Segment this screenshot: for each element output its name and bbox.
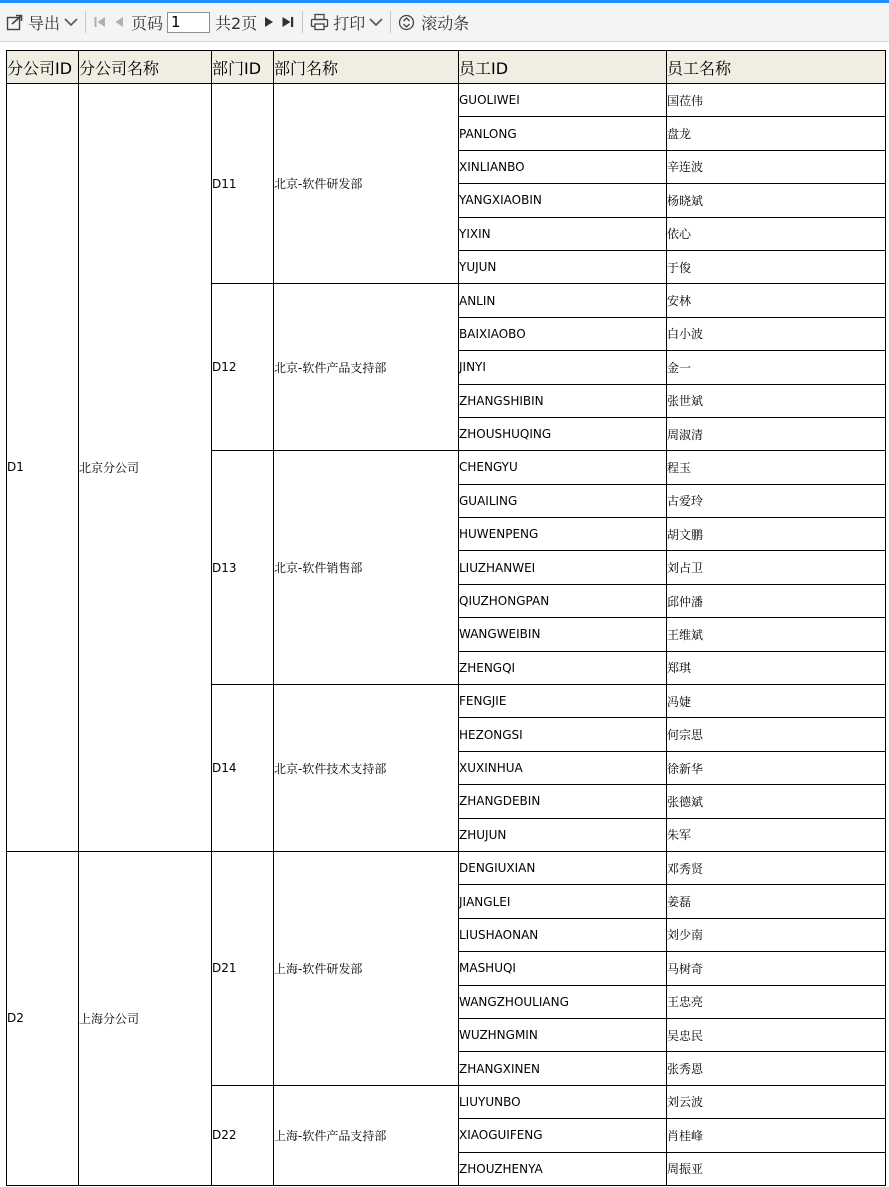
branch-name-cell: 上海分公司 [79,851,212,1185]
export-label: 导出 [28,13,61,33]
employee-name-cell: 冯婕 [667,685,886,718]
employee-name-cell: 刘云波 [667,1085,886,1118]
dept-name-cell: 上海-软件研发部 [274,851,459,1085]
employee-id-cell: ZHOUZHENYA [459,1152,667,1185]
employee-name-cell: 国莅伟 [667,84,886,117]
employee-id-cell: YIXIN [459,217,667,250]
employee-name-cell: 朱军 [667,818,886,851]
branch-id-cell: D2 [7,851,79,1185]
header-row [7,51,886,84]
employee-name-cell: 程玉 [667,451,886,484]
employee-name-cell: 辛连波 [667,150,886,183]
employee-id-cell: ANLIN [459,284,667,317]
employee-id-cell: LIUSHAONAN [459,918,667,951]
employee-id-cell: GUOLIWEI [459,84,667,117]
header-employee-name: 员工名称 [667,51,886,84]
export-menu[interactable] [6,3,78,41]
employee-name-cell: 刘占卫 [667,551,886,584]
employee-name-cell: 马树奇 [667,952,886,985]
header-branch-name: 分公司名称 [79,51,212,84]
employee-id-cell: YANGXIAOBIN [459,184,667,217]
employee-id-cell: HEZONGSI [459,718,667,751]
dept-name-cell: 上海-软件产品支持部 [274,1085,459,1185]
dept-id-cell: D14 [212,685,274,852]
employee-id-cell: LIUZHANWEI [459,551,667,584]
employee-id-cell: HUWENPENG [459,518,667,551]
employee-id-cell: JINYI [459,351,667,384]
employee-name-cell: 周淑清 [667,417,886,450]
branch-name-cell: 北京分公司 [79,84,212,852]
employee-name-cell: 依心 [667,217,886,250]
employee-name-cell: 白小波 [667,317,886,350]
dept-name-cell: 北京-软件技术支持部 [274,685,459,852]
employee-id-cell: ZHANGDEBIN [459,785,667,818]
print-menu[interactable] [310,3,383,41]
dept-name-cell: 北京-软件销售部 [274,451,459,685]
employee-name-cell: 王忠亮 [667,985,886,1018]
employee-name-cell: 姜磊 [667,885,886,918]
print-label: 打印 [333,13,366,33]
employee-id-cell: WANGWEIBIN [459,618,667,651]
employee-id-cell: LIUYUNBO [459,1085,667,1118]
dept-name-cell: 北京-软件研发部 [274,84,459,284]
scroll-label: 滚动条 [421,13,470,33]
report-body [7,84,886,1186]
employee-name-cell: 邱仲潘 [667,584,886,617]
employee-id-cell: ZHANGSHIBIN [459,384,667,417]
report-toolbar [0,3,889,42]
table-row [7,851,886,884]
table-row [7,84,886,117]
employee-name-cell: 吴忠民 [667,1018,886,1051]
employee-id-cell: WANGZHOULIANG [459,985,667,1018]
employee-id-cell: BAIXIAOBO [459,317,667,350]
employee-id-cell: CHENGYU [459,451,667,484]
header-branch-id: 分公司ID [7,51,79,84]
printer-icon [310,13,329,31]
employee-name-cell: 肖桂峰 [667,1119,886,1152]
employee-name-cell: 王维斌 [667,618,886,651]
last-page-icon[interactable] [281,15,295,29]
employee-id-cell: GUAILING [459,484,667,517]
employee-id-cell: XUXINHUA [459,751,667,784]
employee-id-cell: QIUZHONGPAN [459,584,667,617]
employee-name-cell: 胡文鹏 [667,518,886,551]
employee-id-cell: WUZHNGMIN [459,1018,667,1051]
chevron-down-icon [64,17,78,27]
chevron-down-icon [369,17,383,27]
employee-name-cell: 盘龙 [667,117,886,150]
employee-name-cell: 邓秀贤 [667,851,886,884]
scrollbar-toggle[interactable] [398,3,469,41]
first-page-icon[interactable] [93,15,107,29]
employee-name-cell: 于俊 [667,250,886,283]
toolbar-separator [390,11,391,33]
total-pages-label: 共2页 [215,13,258,33]
previous-page-icon[interactable] [113,15,125,29]
employee-name-cell: 张德斌 [667,785,886,818]
employee-name-cell: 徐新华 [667,751,886,784]
employee-report-table [6,50,886,1186]
employee-id-cell: MASHUQI [459,952,667,985]
employee-name-cell: 古爱玲 [667,484,886,517]
dept-id-cell: D13 [212,451,274,685]
dept-id-cell: D22 [212,1085,274,1185]
employee-id-cell: ZHOUSHUQING [459,417,667,450]
employee-name-cell: 张秀恩 [667,1052,886,1085]
employee-id-cell: FENGJIE [459,685,667,718]
employee-id-cell: ZHENGQI [459,651,667,684]
toolbar-separator [302,11,303,33]
employee-id-cell: DENGIUXIAN [459,851,667,884]
employee-id-cell: XIAOGUIFENG [459,1119,667,1152]
employee-name-cell: 杨晓斌 [667,184,886,217]
employee-id-cell: XINLIANBO [459,150,667,183]
employee-name-cell: 周振亚 [667,1152,886,1185]
employee-name-cell: 何宗思 [667,718,886,751]
dept-name-cell: 北京-软件产品支持部 [274,284,459,451]
export-icon [6,13,24,31]
toolbar-separator [85,11,86,33]
page-number-input[interactable] [167,12,210,33]
employee-id-cell: ZHUJUN [459,818,667,851]
employee-id-cell: YUJUN [459,250,667,283]
next-page-icon[interactable] [263,15,275,29]
dept-id-cell: D21 [212,851,274,1085]
page-label: 页码 [131,13,164,33]
employee-id-cell: PANLONG [459,117,667,150]
dept-id-cell: D11 [212,84,274,284]
employee-id-cell: JIANGLEI [459,885,667,918]
header-dept-name: 部门名称 [274,51,459,84]
dept-id-cell: D12 [212,284,274,451]
employee-name-cell: 金一 [667,351,886,384]
employee-name-cell: 张世斌 [667,384,886,417]
employee-name-cell: 安林 [667,284,886,317]
employee-id-cell: ZHANGXINEN [459,1052,667,1085]
branch-id-cell: D1 [7,84,79,852]
employee-name-cell: 刘少南 [667,918,886,951]
employee-name-cell: 郑琪 [667,651,886,684]
header-dept-id: 部门ID [212,51,274,84]
scroll-icon [398,14,415,31]
header-employee-id: 员工ID [459,51,667,84]
